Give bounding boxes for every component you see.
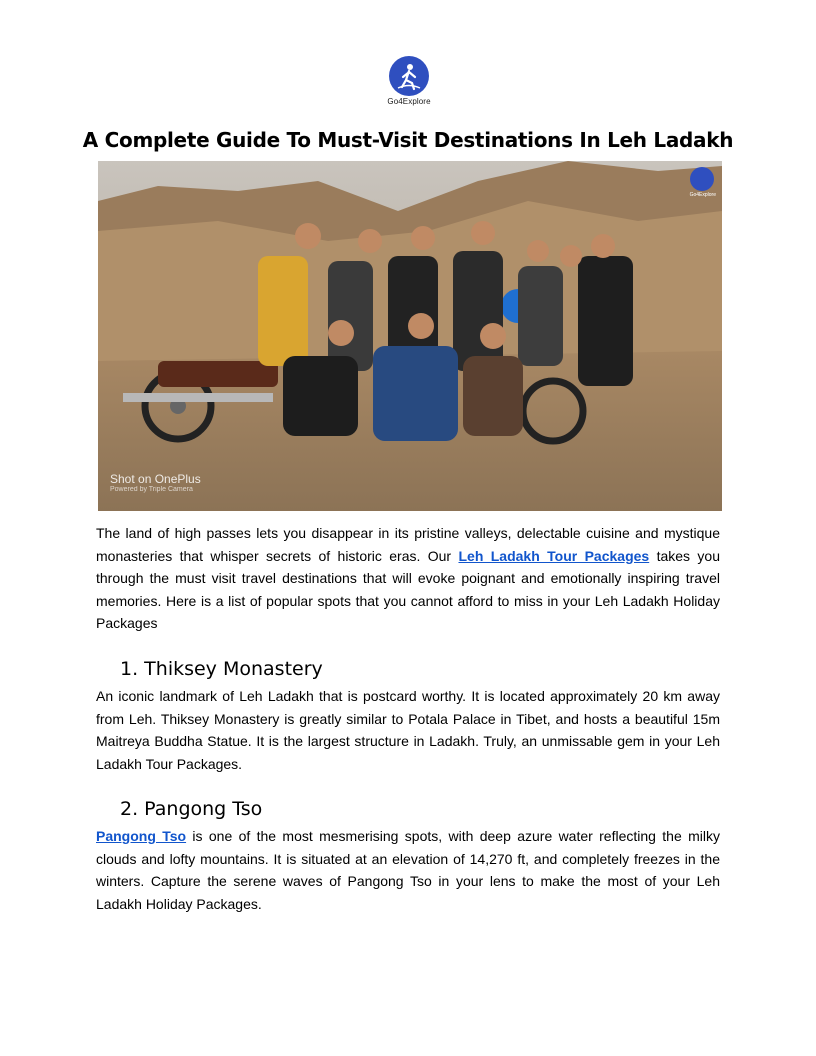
photo-corner-logo-text: Go4Explore <box>689 192 716 198</box>
section-heading-pangong: 2. Pangong Tso <box>120 798 263 820</box>
watermark-sub: Powered by Triple Camera <box>110 486 193 493</box>
page-title: A Complete Guide To Must-Visit Destinations In Leh Ladakh <box>82 128 734 152</box>
brand-logo <box>386 56 432 112</box>
section-body-pangong: Pangong Tso is one of the most mesmerising spots, with deep azure water reflecting the milky clouds and lofty mountains. It is situated at an elevation of 14,270 ft, and completely freezes in the winters. Capture the serene waves of Pangong Tso in your lens to make the most of your Leh Ladakh Holiday Packages. <box>96 828 720 912</box>
photo-watermark <box>110 472 201 493</box>
photo-corner-logo <box>690 167 714 191</box>
hiker-icon <box>389 56 429 96</box>
brand-name: Go4Explore <box>387 97 431 106</box>
section-body-thiksey: An iconic landmark of Leh Ladakh that is postcard worthy. It is located approximately 20 km away from Leh. Thiksey Monastery is greatly similar to Potala Palace in Tibet, and hosts a beautiful 15m Maitreya Buddha Statue. It is the largest structure in Ladakh. Truly, an unmissable gem in your Leh Ladakh Tour Packages. <box>96 688 720 772</box>
watermark-main: Shot on OnePlus <box>110 472 201 486</box>
leh-ladakh-tour-packages-link[interactable]: Leh Ladakh Tour Packages <box>458 547 650 564</box>
intro-paragraph: The land of high passes lets you disappear in its pristine valleys, delectable cuisine and mystique monasteries that whisper secrets of historic eras. Our Leh Ladakh Tour Packages takes you through the must visit travel destinations that will evoke poignant and emotionally inspiring travel memories. Here is a list of popular spots that you cannot afford to miss in your Leh Ladakh Holiday Packages <box>96 525 720 631</box>
group-photo <box>98 161 722 511</box>
section-heading-thiksey: 1. Thiksey Monastery <box>120 658 323 680</box>
pangong-tso-link[interactable]: Pangong Tso <box>96 828 187 844</box>
